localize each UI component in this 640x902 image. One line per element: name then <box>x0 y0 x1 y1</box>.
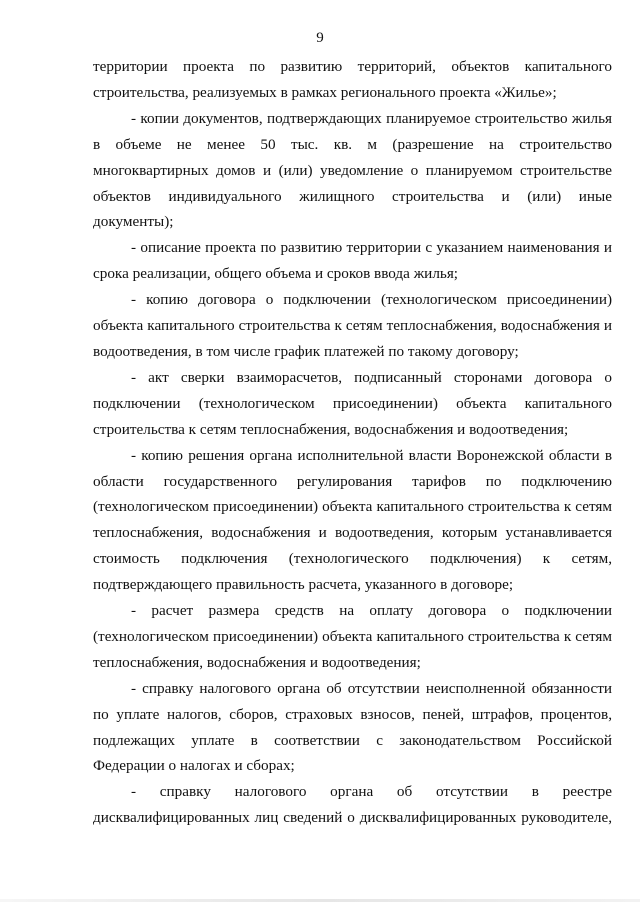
paragraph-payment-calculation: - расчет размера средств на оплату договора о подключении (технологическом присоединении) объекта капитального строительства к сетям теплоснабжения, водоснабжения и водоотведения; <box>93 602 612 671</box>
paragraph-housing-documents: - копии документов, подтверждающих планируемое строительство жилья в объеме не менее 50 тыс. кв. м (разрешение на строительство многоквартирных домов и (или) уведомление о планируемом строительстве объектов индивидуального жилищного строительства и (или) иные документы); <box>93 109 612 231</box>
paragraph-disqualified-registry: - справку налогового органа об отсутствии в реестре дисквалифицированных лиц сведений о дисквалифицированных руководителе, <box>93 783 612 827</box>
paragraph-project-description: - описание проекта по развитию территории с указанием наименования и срока реализации, общего объема и сроков ввода жилья; <box>93 239 612 283</box>
document-body <box>93 54 612 831</box>
paragraph-tariff-decision: - копию решения органа исполнительной власти Воронежской области в области государственного регулирования тарифов по подключению (технологическом присоединении) объекта капитального строительства к сетям теплоснабжения, водоснабжения и водоотведения, которым устанавливается стоимость подключения (технологического подключения) к сетям, подтверждающего правильность расчета, указанного в договоре; <box>93 446 612 594</box>
paragraph-tax-certificate: - справку налогового органа об отсутствии неисполненной обязанности по уплате налогов, сборов, страховых взносов, пеней, штрафов, процентов, подлежащих уплате в соответствии с законодательством Российской Федерации о налогах и сборах; <box>93 679 612 775</box>
paragraph-reconciliation-act: - акт сверки взаиморасчетов, подписанный сторонами договора о подключении (технологическом присоединении) объекта капитального строительства к сетям теплоснабжения, водоснабжения и водоотведения; <box>93 368 612 438</box>
paragraph-continuation: территории проекта по развитию территорий, объектов капитального строительства, реализуемых в рамках регионального проекта «Жилье»; <box>93 58 612 101</box>
page-number: 9 <box>316 30 324 46</box>
paragraph-connection-contract: - копию договора о подключении (технологическом присоединении) объекта капитального строительства к сетям теплоснабжения, водоснабжения и водоотведения, в том числе график платежей по такому договору; <box>93 291 612 360</box>
